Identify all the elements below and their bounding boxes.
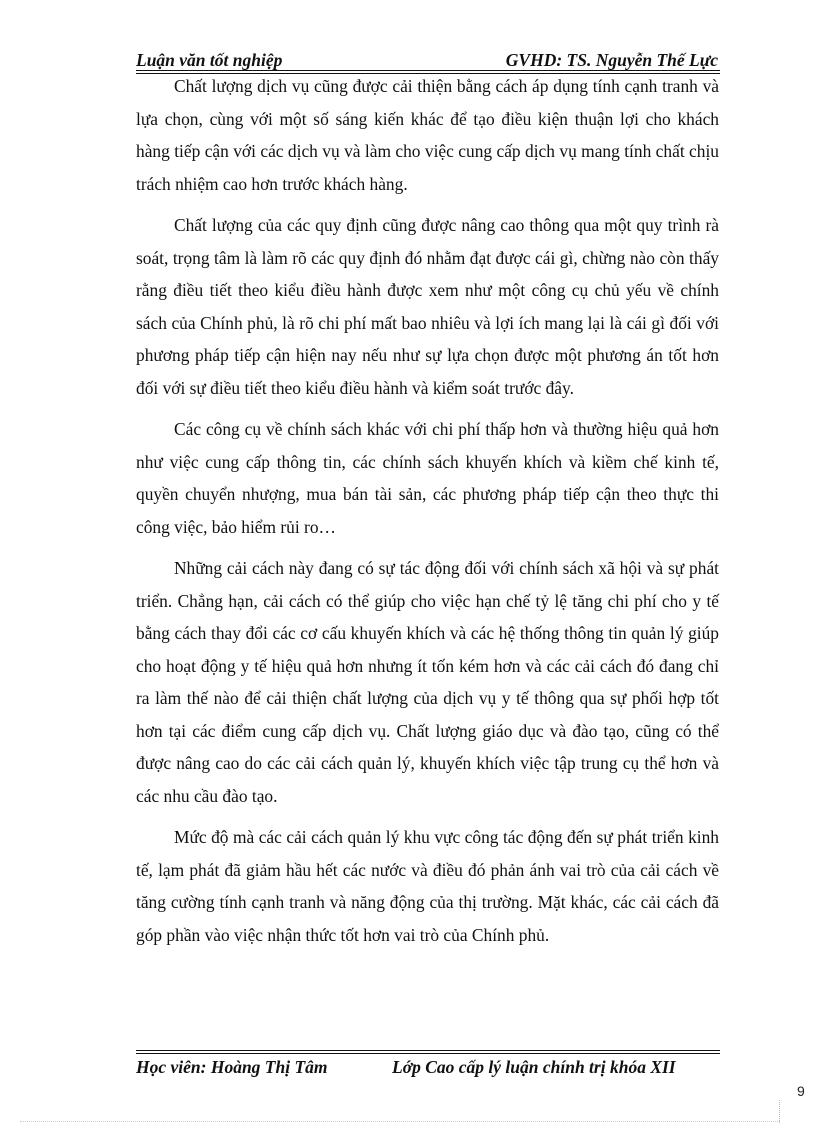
page-edge-right bbox=[779, 1100, 780, 1123]
page-header bbox=[136, 48, 718, 70]
page-edge-bottom bbox=[20, 1121, 780, 1122]
page-number: 9 bbox=[797, 1083, 805, 1099]
header-advisor: GVHD: TS. Nguyễn Thế Lực bbox=[505, 50, 718, 70]
footer-rule-bottom bbox=[136, 1053, 720, 1054]
page-footer bbox=[136, 1055, 720, 1077]
paragraph: Các công cụ về chính sách khác với chi phí thấp hơn và thường hiệu quả hơn như việc cung cấp thông tin, các chính sách khuyến khích và kiềm chế kinh tế, quyền chuyển nhượng, mua bán tài sản, các phương pháp tiếp cận theo thực thi công việc, bảo hiểm rủi ro… bbox=[136, 419, 719, 537]
paragraph: Chất lượng của các quy định cũng được nâng cao thông qua một quy trình rà soát, trọng tâm là làm rõ các quy định đó nhằm đạt được cái gì, chừng nào còn thấy rằng điều tiết theo kiểu điều hành được xem như một công cụ chủ yếu về chính sách của Chính phủ, là rõ chi phí mất bao nhiêu và lợi ích mang lại là cái gì đối với phương pháp tiếp cận hiện nay nếu như sự lựa chọn được một phương án tốt hơn đối với sự điều tiết theo kiểu điều hành và kiểm soát trước đây. bbox=[136, 215, 719, 398]
footer-class: Lớp Cao cấp lý luận chính trị khóa XII bbox=[392, 1057, 676, 1077]
document-body bbox=[136, 70, 719, 960]
paragraph: Mức độ mà các cải cách quản lý khu vực công tác động đến sự phát triển kinh tế, lạm phát đã giảm hầu hết các nước và điều đó phản ánh vai trò của cải cách về tăng cường tính cạnh tranh và năng động của thị trường. Mặt khác, các cải cách đã góp phần vào việc nhận thức tốt hơn vai trò của Chính phủ. bbox=[136, 827, 719, 945]
paragraph: Chất lượng dịch vụ cũng được cải thiện bằng cách áp dụng tính cạnh tranh và lựa chọn, cùng với một số sáng kiến khác để tạo điều kiện thuận lợi cho khách hàng tiếp cận với các dịch vụ và làm cho việc cung cấp dịch vụ mang tính chất chịu trách nhiệm cao hơn trước khách hàng. bbox=[136, 76, 719, 194]
footer-rule-top bbox=[136, 1050, 720, 1051]
paragraph: Những cải cách này đang có sự tác động đối với chính sách xã hội và sự phát triển. Chẳng hạn, cải cách có thể giúp cho việc hạn chế tỷ lệ tăng chi phí cho y tế bằng cách thay đổi các cơ cấu khuyến khích và các hệ thống thông tin quản lý giúp cho hoạt động y tế hiệu quả hơn nhưng ít tốn kém hơn và các cải cách đó đang chỉ ra làm thế nào để cải thiện chất lượng của dịch vụ y tế thông qua sự phối hợp tốt hơn tại các điểm cung cấp dịch vụ. Chất lượng giáo dục và đào tạo, cũng có thể được nâng cao do các cải cách quản lý, khuyến khích việc tập trung cụ thể hơn và các nhu cầu đào tạo. bbox=[136, 558, 719, 806]
footer-student: Học viên: Hoàng Thị Tâm bbox=[136, 1057, 328, 1077]
header-thesis-label: Luận văn tốt nghiệp bbox=[136, 50, 283, 70]
